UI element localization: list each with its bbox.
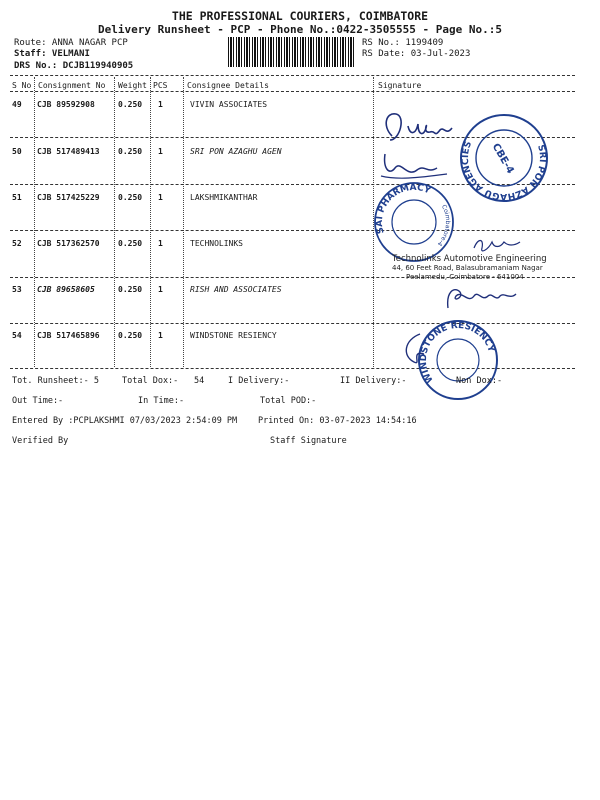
row-sno: 54 <box>12 331 22 340</box>
drs-number: DRS No.: DCJB119940905 <box>14 61 134 71</box>
signature-technolinks <box>470 234 525 256</box>
col-header-sno: S No <box>12 81 32 90</box>
pharmacy-stamp <box>372 180 456 264</box>
col-header-pcs: PCS <box>153 81 168 90</box>
row-consignment: CJB 89592908 <box>37 100 95 109</box>
technolinks-stamp-addr1: 44, 60 Feet Road, Balasubramaniam Nagar <box>392 264 543 272</box>
col-header-consignee: Consignee Details <box>187 81 269 90</box>
row-weight: 0.250 <box>118 239 143 248</box>
row-weight: 0.250 <box>118 193 143 202</box>
windstone-stamp-text: WINDSTONE RESIENCY <box>418 320 496 385</box>
pharmacy-stamp-addr: Coimbatore-4 <box>435 203 452 248</box>
row-sno: 51 <box>12 193 22 202</box>
row-weight: 0.250 <box>118 147 143 156</box>
row-sno: 53 <box>12 285 22 294</box>
company-title: THE PROFESSIONAL COURIERS, COIMBATORE <box>171 9 429 23</box>
row-consignee: TECHNOLINKS <box>190 239 243 248</box>
row-consignment: CJB 517465896 <box>37 331 100 340</box>
row-pcs: 1 <box>158 147 163 156</box>
row-consignee: VIVIN ASSOCIATES <box>190 100 268 109</box>
col-header-consignment: Consignment No <box>38 81 106 90</box>
signature-azhagu <box>377 148 452 184</box>
staff-signature: Staff Signature <box>270 436 347 446</box>
table-top-rule <box>10 75 575 76</box>
rs-number: RS No.: 1199409 <box>362 38 444 48</box>
row-consignment: CJB 517425229 <box>37 193 100 202</box>
table-header-rule <box>10 91 575 92</box>
row-pcs: 1 <box>158 285 163 294</box>
row-consignment: CJB 517362570 <box>37 239 100 248</box>
row-consignee: SRI PON AZAGHU AGEN <box>190 147 282 156</box>
non-dox: Non Dox:- <box>456 376 503 386</box>
row-consignment: CJB 517489413 <box>37 147 100 156</box>
azhagu-stamp <box>458 112 550 204</box>
row-pcs: 1 <box>158 239 163 248</box>
signature-windstone <box>398 330 428 370</box>
signature-vivin <box>378 106 468 150</box>
row-consignee: LAKSHMIKANTHAR <box>190 193 258 202</box>
row-consignee: RISH AND ASSOCIATES <box>190 285 282 294</box>
total-runsheet: Tot. Runsheet:- 5 <box>12 376 99 386</box>
row-separator <box>10 230 575 231</box>
ii-delivery: II Delivery:- <box>340 376 407 386</box>
azhagu-stamp-text: SRI PON AZHAGU AGENCIES <box>460 140 548 202</box>
barcode <box>228 37 356 67</box>
row-consignment: CJB 89658605 <box>37 285 95 294</box>
row-pcs: 1 <box>158 100 163 109</box>
total-dox-value: 54 <box>194 376 205 386</box>
verified-by: Verified By <box>12 436 69 446</box>
total-pod: Total POD:- <box>260 396 317 406</box>
technolinks-stamp-addr2: Peelamedu, Coimbatore - 641004 <box>406 273 524 281</box>
runsheet-subtitle: Delivery Runsheet - PCP - Phone No.:0422-3505555 - Page No.:5 <box>98 23 502 36</box>
route-label: Route: ANNA NAGAR PCP <box>14 38 128 48</box>
row-weight: 0.250 <box>118 100 143 109</box>
row-sno: 50 <box>12 147 22 156</box>
azhagu-stamp-code: CBE-4 <box>489 141 516 176</box>
entered-by: Entered By :PCPLAKSHMI 07/03/2023 2:54:09 PM <box>12 416 238 426</box>
row-weight: 0.250 <box>118 285 143 294</box>
printed-on: Printed On: 03-07-2023 14:54:16 <box>258 416 417 426</box>
i-delivery: I Delivery:- <box>228 376 290 386</box>
technolinks-stamp-name: Technolinks Automotive Engineering <box>392 254 547 264</box>
row-pcs: 1 <box>158 193 163 202</box>
row-weight: 0.250 <box>118 331 143 340</box>
row-consignee: WINDSTONE RESIENCY <box>190 331 277 340</box>
col-header-weight: Weight <box>118 81 147 90</box>
row-sno: 52 <box>12 239 22 248</box>
out-time: Out Time:- <box>12 396 64 406</box>
row-pcs: 1 <box>158 331 163 340</box>
row-sno: 49 <box>12 100 22 109</box>
windstone-stamp <box>416 318 503 402</box>
staff-label: Staff: VELMANI <box>14 49 90 59</box>
rs-date: RS Date: 03-Jul-2023 <box>362 49 471 59</box>
signature-rish <box>440 284 520 314</box>
pharmacy-stamp-text: SAI PHARMACY <box>374 182 432 235</box>
col-header-signature: Signature <box>378 81 422 90</box>
total-dox-label: Total Dox:- <box>122 376 179 386</box>
in-time: In Time:- <box>138 396 185 406</box>
